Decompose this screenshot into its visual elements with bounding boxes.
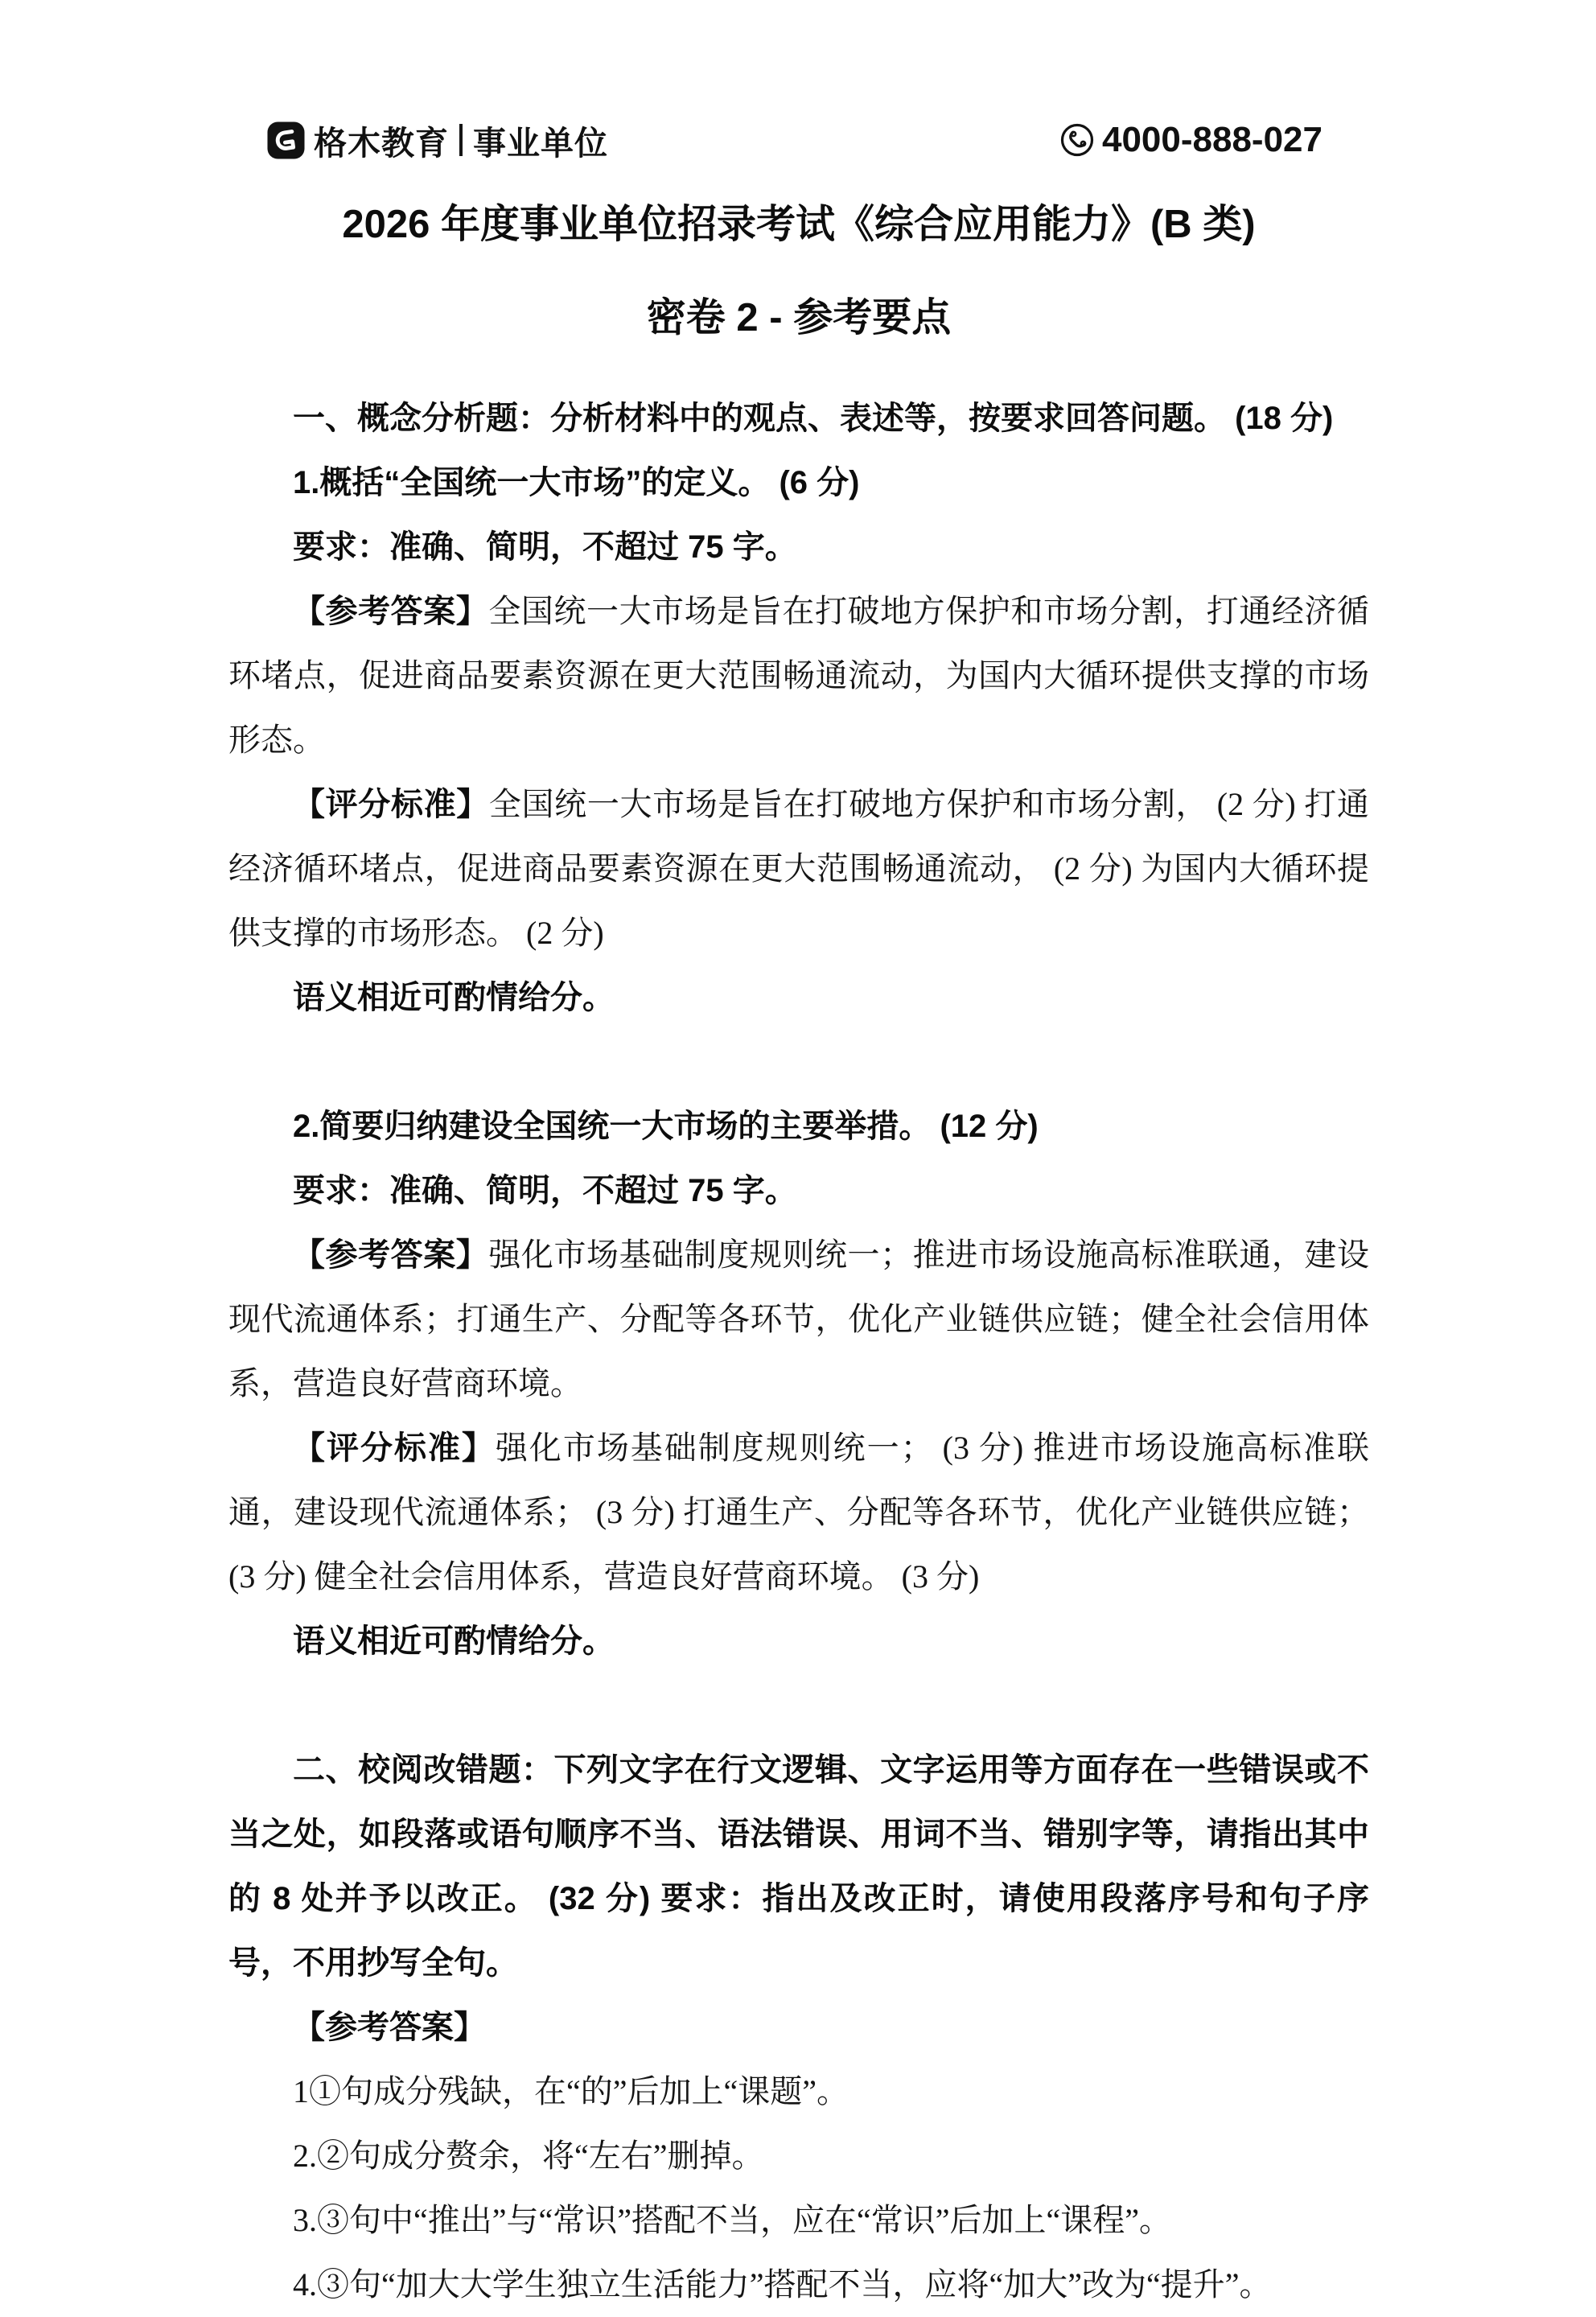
paragraph: [228, 2060, 1369, 2124]
document-title-line1: 2026 年度事业单位招录考试《综合应用能力》(B 类): [342, 203, 1256, 246]
bold-text: 语义相近可酌情给分。: [293, 1624, 615, 1659]
paragraph: [228, 515, 1369, 579]
paragraph: [228, 451, 1369, 515]
paragraph: [228, 1995, 1369, 2060]
bold-text: 一、概念分析题：分析材料中的观点、表述等，按要求回答问题。 (18 分): [293, 401, 1334, 436]
paragraph: [228, 2253, 1369, 2317]
page-header: [228, 119, 1369, 161]
bold-text: 【参考答案】: [293, 2010, 486, 2045]
paragraph: [228, 2124, 1369, 2188]
paragraph: [228, 386, 1369, 451]
gemu-logo-icon: [267, 121, 305, 159]
paragraph: [228, 1223, 1369, 1416]
brand-name: 格木教育: [314, 124, 449, 162]
brand-divider: [459, 124, 463, 156]
body-text: 全国统一大市场是旨在打破地方保护和市场分割，打通经济循环堵点，促进商品要素资源在更大范围畅通流动，为国内大循环提供支撑的市场形态。: [228, 593, 1369, 758]
paragraph: [228, 1094, 1369, 1158]
phone-number: 4000-888-027: [1101, 120, 1322, 159]
phone-contact: [1059, 120, 1322, 160]
bold-text: 语义相近可酌情给分。: [293, 980, 615, 1015]
paragraph: [228, 1609, 1369, 1673]
brand: [267, 117, 608, 164]
bold-text: 要求：准确、简明，不超过 75 字。: [293, 529, 797, 565]
brand-division: 事业单位: [473, 124, 608, 162]
bold-text: 【参考答案】: [293, 1237, 489, 1273]
body-text: 3.③句中“推出”与“常识”搭配不当，应在“常识”后加上“课程”。: [293, 2202, 1172, 2238]
paragraph: [228, 1738, 1369, 1995]
bold-text: 1.概括“全国统一大市场”的定义。 (6 分): [293, 465, 860, 500]
bold-text: 【参考答案】: [293, 594, 489, 629]
phone-icon: [1059, 122, 1095, 158]
paragraph: [228, 1158, 1369, 1223]
bold-text: 【评分标准】: [293, 787, 489, 822]
document-body: [228, 386, 1369, 2317]
body-text: 2.②句成分赘余，将“左右”删掉。: [293, 2138, 764, 2174]
paragraph: [228, 772, 1369, 965]
body-text: 4.③句“加大大学生独立生活能力”搭配不当，应将“加大”改为“提升”。: [293, 2266, 1272, 2303]
body-text: 强化市场基础制度规则统一；推进市场设施高标准联通，建设现代流通体系；打通生产、分配等各环节，优化产业链供应链；健全社会信用体系，营造良好营商环境。: [228, 1237, 1369, 1401]
bold-text: 二、校阅改错题：下列文字在行文逻辑、文字运用等方面存在一些错误或不当之处，如段落或语句顺序不当、语法错误、用词不当、错别字等，请指出其中的 8 处并予以改正。 (32 分) 要求：指出及改正时，请使用段落序号和句子序号，不用抄写全句。: [228, 1752, 1369, 1981]
paragraph: [228, 579, 1369, 772]
bold-text: 【评分标准】: [293, 1430, 496, 1466]
bold-text: 2.简要归纳建设全国统一大市场的主要举措。 (12 分): [293, 1109, 1039, 1144]
body-text: 强化市场基础制度规则统一； (3 分) 推进市场设施高标准联通，建设现代流通体系； (3 分) 打通生产、分配等各环节，优化产业链供应链； (3 分) 健全社会信用体系，营造良好营商环境。 (3 分): [228, 1430, 1370, 1595]
paragraph: [228, 1416, 1369, 1609]
paragraph: [228, 965, 1369, 1030]
bold-text: 要求：准确、简明，不超过 75 字。: [293, 1173, 797, 1208]
body-text: 1①句成分残缺，在“的”后加上“课题”。: [293, 2073, 849, 2109]
body-text: 全国统一大市场是旨在打破地方保护和市场分割， (2 分) 打通经济循环堵点，促进商品要素资源在更大范围畅通流动， (2 分) 为国内大循环提供支撑的市场形态。 (2 分): [228, 786, 1370, 951]
document-title-line2: 密卷 2 - 参考要点: [646, 296, 952, 340]
paragraph: [228, 2188, 1369, 2253]
